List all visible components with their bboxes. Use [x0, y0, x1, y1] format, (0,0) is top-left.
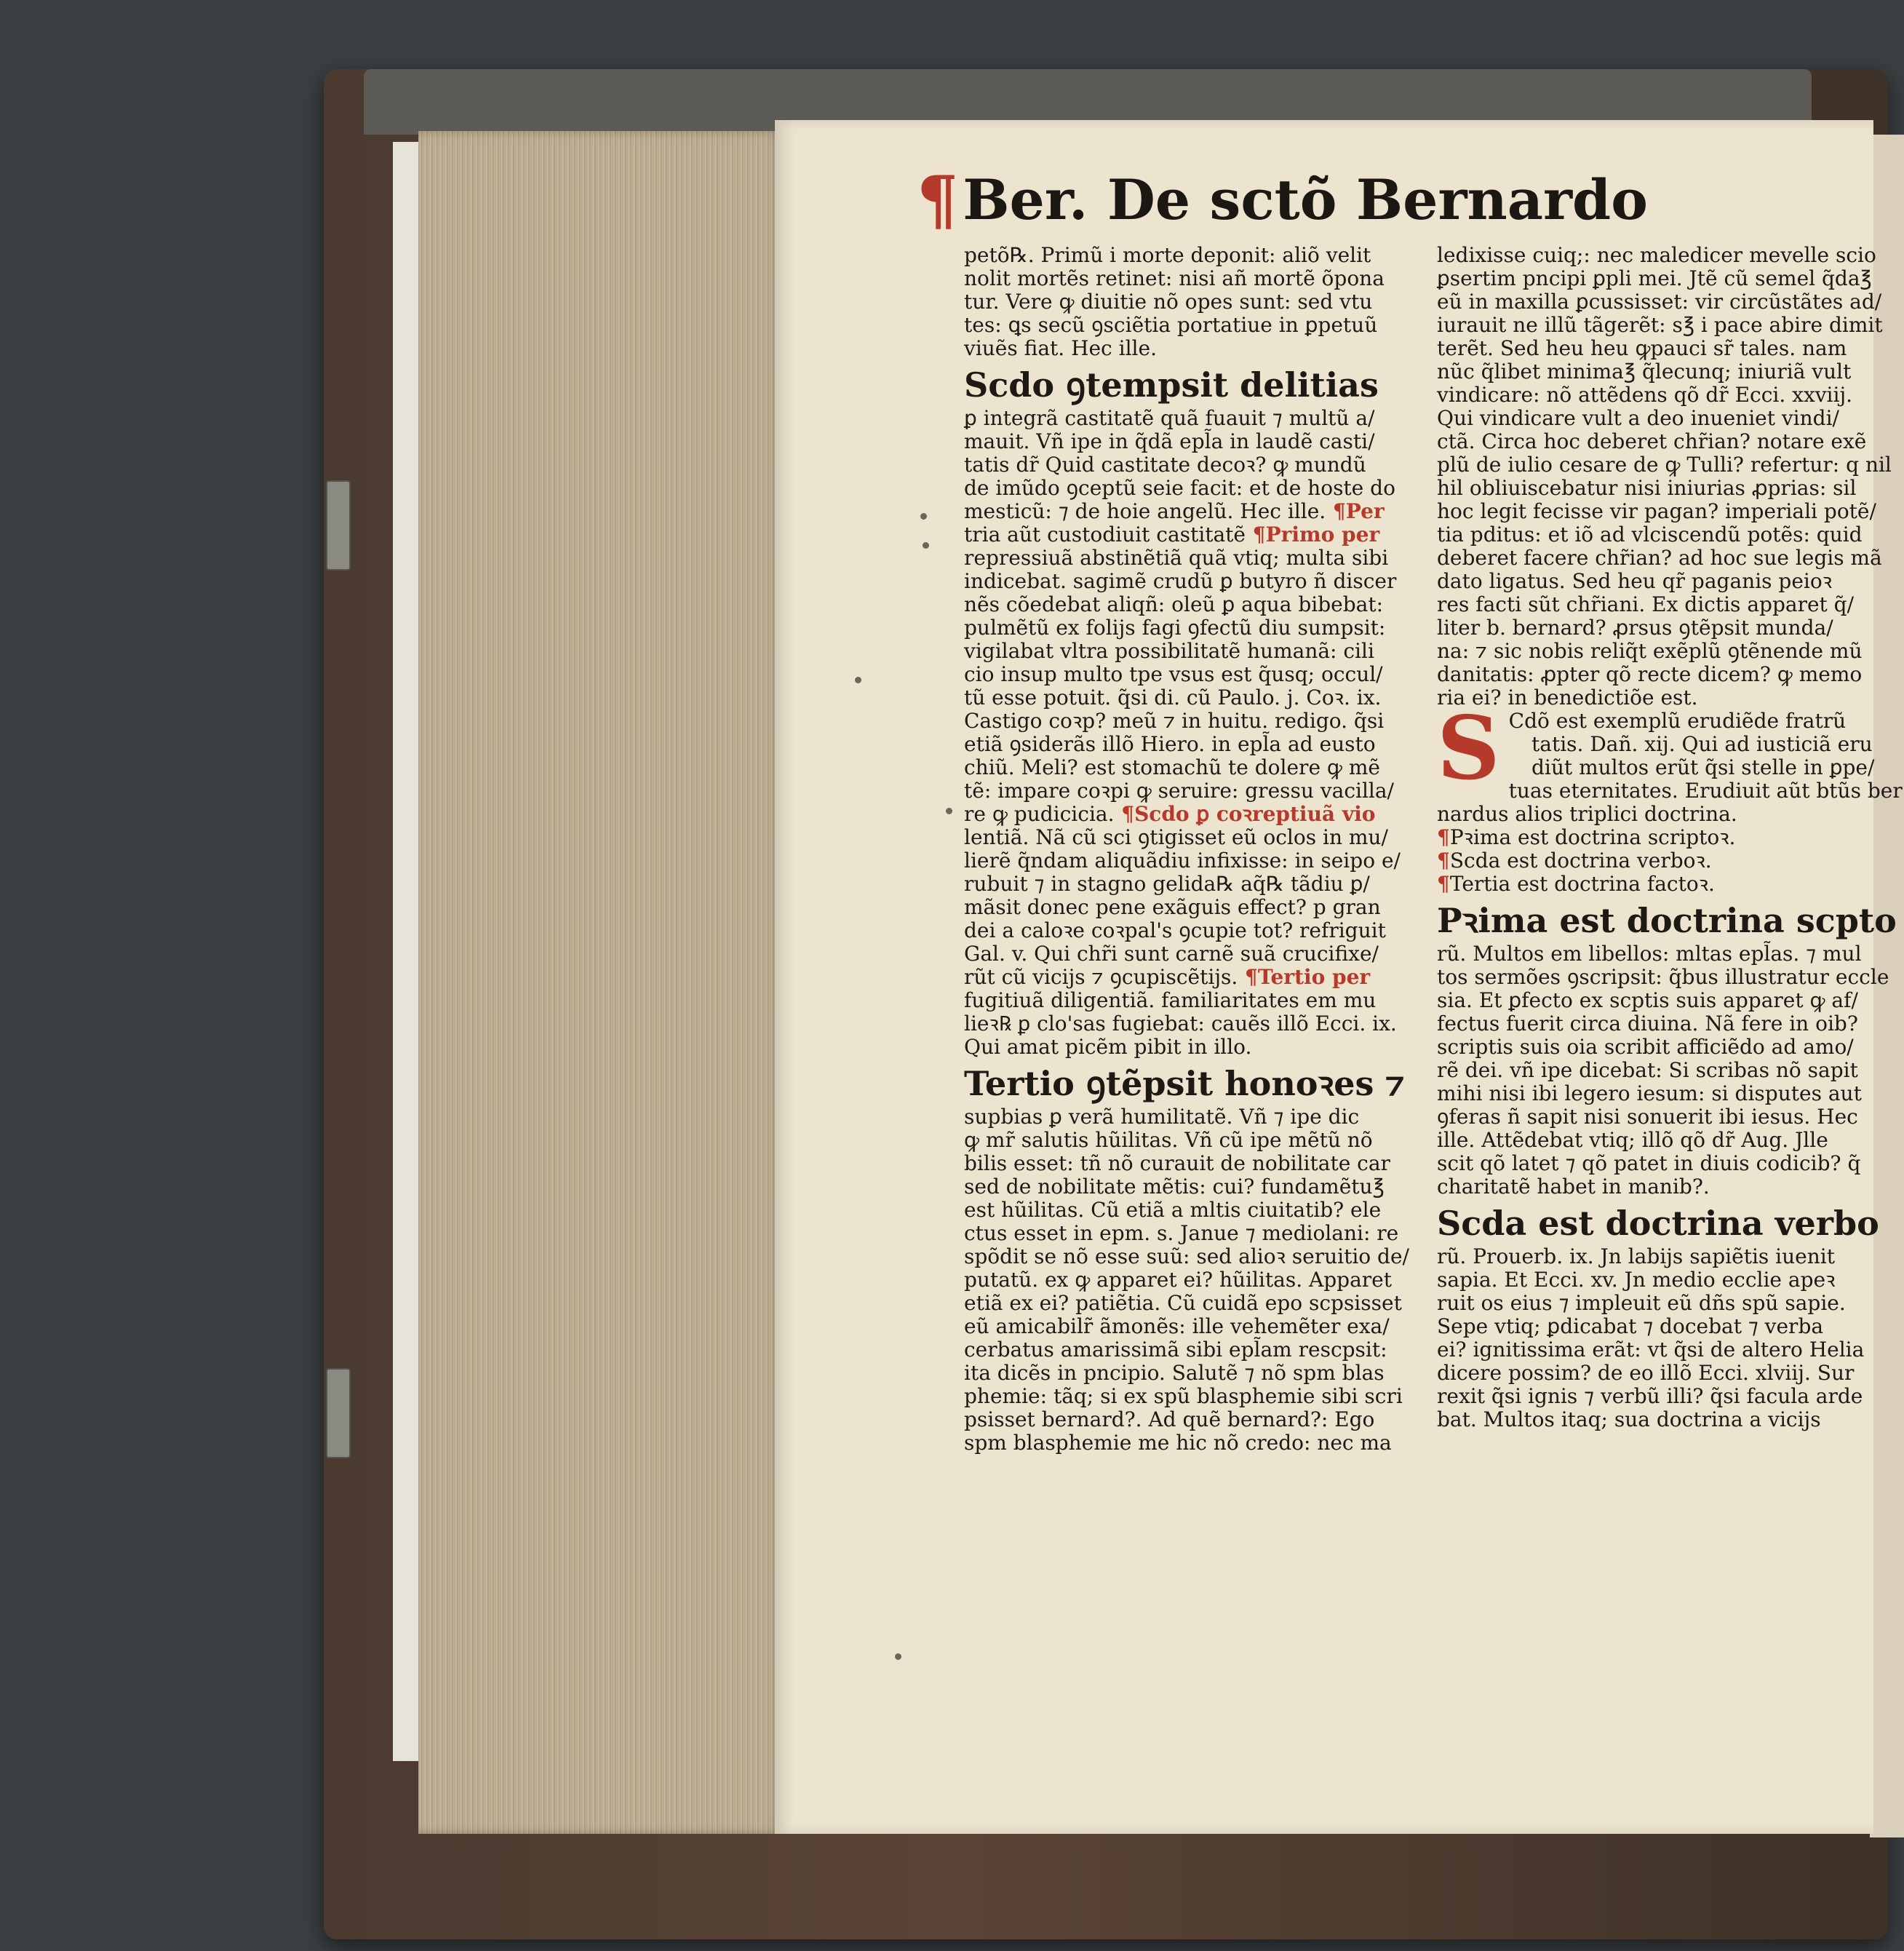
- text-line: [1437, 1012, 1858, 1036]
- text-line: [964, 570, 1430, 593]
- line-text: est hũilitas. Cũ etiã a mltis ciuitatib? ele: [964, 1198, 1382, 1222]
- text-line: [1437, 662, 1863, 686]
- text-line: [1437, 360, 1852, 384]
- text-line: [964, 733, 1430, 756]
- text-line: [964, 1105, 1430, 1129]
- line-text: fectus fuerit circa diuina. Nã fere in oib?: [1437, 1012, 1858, 1036]
- text-line: [964, 453, 1430, 477]
- text-line: [1437, 1151, 1861, 1175]
- text-line: [1437, 1268, 1852, 1292]
- line-text: rũ. Multos em libellos: mltas epl̃as. ⁊ mul: [1437, 942, 1862, 966]
- text-line: [1437, 1361, 1855, 1385]
- clasp-icon: [326, 1368, 351, 1458]
- text-line: [1437, 313, 1883, 337]
- text-line: [1437, 407, 1852, 430]
- line-text: tatis. Dañ. xij. Qui ad iusticiã eru: [1531, 732, 1873, 756]
- text-line: [1437, 522, 1863, 547]
- text-line: [1437, 1081, 1862, 1105]
- line-text: Qui vindicare vult a deo inueniet vindi/: [1437, 406, 1839, 430]
- text-line: [1437, 1384, 1863, 1408]
- line-text: nardus alios triplici doctrina.: [1437, 802, 1737, 826]
- running-head-text: Ber. De sctõ Bernardo: [963, 167, 1648, 232]
- text-line: [964, 826, 1430, 849]
- line-text: Qui amat picẽm pibit in illo.: [964, 1035, 1252, 1059]
- text-line: [964, 314, 1430, 337]
- text-line: [964, 1129, 1430, 1152]
- line-text: tũ esse potuit. q̃si di. cũ Paulo. j. Coꝛ. ix.: [964, 686, 1382, 710]
- line-text: danitatis: ꝓpter qõ recte dicem? ꝙ memo: [1437, 662, 1863, 686]
- text-line: [964, 1338, 1430, 1362]
- pilcrow-icon: ¶: [1437, 825, 1450, 849]
- line-text: vigilabat vltra possibilitatẽ humanã: cili: [964, 639, 1374, 663]
- line-text: tia pditus: et iõ ad vlciscendũ potẽs: quid: [1437, 522, 1863, 547]
- text-line: [964, 407, 1430, 430]
- line-text: Pꝛima est doctrina scpto: [1437, 901, 1897, 940]
- section-heading: [964, 363, 1430, 407]
- line-text: Gal. v. Qui chr̃i sunt carnẽ suã crucifixe/: [964, 942, 1379, 966]
- line-text: spõdit se nõ esse suũ: sed alioꝛ seruitio de/: [964, 1244, 1409, 1268]
- line-text: petõ℞. Primũ i morte deponit: aliõ velit: [964, 243, 1371, 267]
- line-text: fugitiuã diligentiã. familiaritates em mu: [964, 988, 1377, 1012]
- text-line: [1437, 616, 1852, 640]
- text-line: [1437, 1129, 1852, 1152]
- text-line: [964, 477, 1430, 500]
- line-text: chiũ. Meli? est stomachũ te dolere ꝙ mẽ: [964, 755, 1380, 779]
- line-text: dicere possim? de eo illõ Ecci. xlviij. Sur: [1437, 1361, 1855, 1385]
- text-line: [1437, 1175, 1852, 1199]
- line-text: etiã ꝯsiderãs illõ Hiero. in epl̃a ad eusto: [964, 732, 1376, 756]
- text-line: [1437, 942, 1862, 966]
- line-text: ꝙ mr̃ salutis hũilitas. Vñ cũ ipe mẽtũ nõ: [964, 1128, 1373, 1152]
- line-text: Scda est doctrina verbo: [1437, 1204, 1879, 1243]
- line-text: bat. Multos itaq; sua doctrina a vicijs: [1437, 1407, 1821, 1431]
- line-text: diũt multos erũt q̃si stelle in ꝑpe/: [1531, 755, 1875, 779]
- line-text: tatis dr̃ Quid castitate decoꝛ? ꝙ mundũ: [964, 453, 1366, 477]
- text-line: [1437, 686, 1852, 710]
- line-text: phemie: tãq; si ex spũ blasphemie sibi scri: [964, 1384, 1403, 1408]
- line-text: vindicare: nõ attẽdens qõ dr̃ Ecci. xxviij.: [1437, 383, 1853, 407]
- line-text: rubuit ⁊ in stagno gelida℞ aq̃℞ tãdiu ꝑ/: [964, 872, 1370, 896]
- text-line: [964, 500, 1430, 523]
- text-line: [964, 1268, 1430, 1292]
- line-text: mihi nisi ibi legero iesum: si disputes aut: [1437, 1081, 1862, 1105]
- line-text: sed de nobilitate mẽtis: cui? fundamẽtu℥: [964, 1175, 1385, 1199]
- text-line: [1437, 266, 1872, 290]
- text-line: [964, 640, 1430, 663]
- line-text: ꝑ integrã castitatẽ quã fuauit ⁊ multũ a/: [964, 406, 1375, 430]
- line-text: ctã. Circa hoc deberet chr̃ian? notare exẽ: [1437, 429, 1867, 453]
- line-text: ꝯferas ñ sapit nisi sonuerit ibi iesus. Hec: [1437, 1105, 1858, 1129]
- line-text: hil obliuiscebatur nisi iniurias ꝓprias: sil: [1437, 476, 1857, 500]
- text-line: [964, 244, 1430, 267]
- line-text: rẽ dei. vñ ipe dicebat: Si scribas nõ sapit: [1437, 1058, 1858, 1082]
- text-line: [964, 1245, 1430, 1268]
- text-line: [964, 779, 1430, 803]
- text-line: [1437, 873, 1852, 896]
- line-text: ille. Attẽdebat vtiq; illõ qõ dr̃ Aug. Jlle: [1437, 1128, 1828, 1152]
- text-line: [964, 1362, 1430, 1385]
- line-text: dato ligatus. Sed heu qr̃ paganis peioꝛ: [1437, 569, 1833, 593]
- text-line: [964, 919, 1430, 942]
- page-block-fore-edge: [418, 131, 782, 1834]
- right-text-column: [1437, 243, 1903, 1431]
- line-text: spm blasphemie me hic nõ credo: nec ma: [964, 1431, 1392, 1455]
- line-text: Scda est doctrina verboꝛ.: [1449, 849, 1712, 873]
- section-heading: [1437, 1201, 1879, 1245]
- text-line: [1437, 384, 1852, 407]
- text-line: [1437, 476, 1857, 500]
- line-text: lierẽ q̃ndam aliquãdiu infixisse: in seipo e/: [964, 849, 1401, 873]
- text-line: [1437, 826, 1852, 849]
- line-text: cerbatus amarissimã sibi epl̃am rescpsit:: [964, 1338, 1387, 1362]
- text-line: [1437, 1315, 1852, 1338]
- line-text: de imũdo ꝯceptũ seie facit: et de hoste do: [964, 476, 1395, 500]
- text-line: [964, 1222, 1430, 1245]
- line-text: sapia. Et Ecci. xv. Jn medio ecclie apeꝛ: [1437, 1268, 1836, 1292]
- wormhole-mark: [920, 513, 927, 520]
- line-text: lieꝛ℞ ꝑ clo'sas fugiebat: cauẽs illõ Ecci. ix.: [964, 1012, 1397, 1036]
- text-line: [1437, 639, 1863, 663]
- section-heading: [964, 1062, 1430, 1105]
- text-line: [964, 989, 1430, 1012]
- text-line: [1437, 429, 1867, 453]
- line-text: nẽs cõedebat aliqñ: oleũ ꝑ aqua bibebat:: [964, 592, 1384, 616]
- wormhole-mark: [895, 1653, 901, 1660]
- line-text: cio insup multo tpe vsus est q̃usq; occul/: [964, 662, 1383, 686]
- rubric-text: ¶Per: [1326, 499, 1385, 523]
- text-line: [1437, 243, 1876, 267]
- line-text: lentiã. Nã cũ sci ꝯtigisset eũ oclos in mu/: [964, 825, 1388, 849]
- text-line: [1437, 965, 1889, 989]
- line-text: tur. Vere ꝙ diuitie nõ opes sunt: sed vtu: [964, 290, 1373, 314]
- text-line: [964, 663, 1430, 686]
- line-text: scit qõ latet ⁊ qõ patet in diuis codicib? q̃: [1437, 1151, 1861, 1175]
- text-line: [1437, 337, 1852, 360]
- line-text: deberet facere chr̃ian? ad hoc sue legis mã: [1437, 546, 1882, 570]
- text-line: [1437, 1338, 1865, 1362]
- text-line: [1437, 803, 1852, 826]
- line-text: terẽt. Sed heu heu ꝙpauci sr̃ tales. nam: [1437, 336, 1847, 360]
- red-initial-letter: S: [1437, 697, 1500, 800]
- rubric-text: ¶Primo per: [1246, 522, 1380, 547]
- text-line: [964, 966, 1430, 989]
- text-line: [1437, 1058, 1858, 1082]
- line-text: Sepe vtiq; ꝑdicabat ⁊ docebat ⁊ verba: [1437, 1314, 1824, 1338]
- line-text: tẽ: impare coꝛpi ꝙ seruire: gressu vacilla/: [964, 779, 1394, 803]
- text-line: [964, 337, 1430, 360]
- line-text: ledixisse cuiq;: nec maledicer mevelle scio: [1437, 243, 1876, 267]
- line-text: etiã ex ei? patiẽtia. Cũ cuidã epo scpsisset: [964, 1291, 1402, 1315]
- line-text: repressiuã abstinẽtiã quã vtiq; multa sibi: [964, 546, 1389, 570]
- text-line: [964, 1315, 1430, 1338]
- wormhole-mark: [923, 542, 929, 549]
- line-text: Cdõ est exemplũ erudiẽde fratrũ: [1508, 709, 1847, 733]
- text-line: [964, 1199, 1430, 1222]
- running-head: [917, 164, 1790, 237]
- pilcrow-icon: ¶: [917, 162, 959, 239]
- text-line: [964, 896, 1430, 919]
- text-line: [964, 430, 1430, 453]
- line-text: rũt cũ vicijs ⁊ ꝯcupiscẽtijs.: [964, 965, 1238, 989]
- line-text: Castigo coꝛp? meũ ⁊ in huitu. redigo. q̃si: [964, 709, 1385, 733]
- line-text: eũ in maxilla ꝑcussisset: vir circũstãtes ad/: [1437, 290, 1882, 314]
- text-line: [964, 593, 1430, 616]
- text-line: [1437, 988, 1858, 1012]
- text-line: [964, 616, 1430, 640]
- text-line: [964, 803, 1430, 826]
- line-text: indicebat. sagimẽ crudũ ꝑ butyro ñ discer: [964, 569, 1397, 593]
- text-line: [1437, 499, 1876, 523]
- text-line: [964, 686, 1430, 710]
- text-line: [964, 1175, 1430, 1199]
- text-line: [964, 1292, 1430, 1315]
- line-text: mesticũ: ⁊ de hoie angelũ. Hec ille.: [964, 499, 1326, 523]
- line-text: ꝑsertim pncipi ꝑpli mei. Jtẽ cũ semel q̃da℥: [1437, 266, 1872, 290]
- text-line: [964, 1152, 1430, 1175]
- text-line: [1437, 570, 1852, 593]
- line-text: ei? ignitissima erãt: vt q̃si de altero Helia: [1437, 1338, 1865, 1362]
- text-line: [964, 1012, 1430, 1036]
- text-line: [1437, 290, 1882, 314]
- line-text: supbias ꝑ verã humilitatẽ. Vñ ⁊ ipe dic: [964, 1105, 1360, 1129]
- line-text: pulmẽtũ ex folijs fagi ꝯfectũ diu sumpsit:: [964, 616, 1386, 640]
- text-line: [1437, 849, 1852, 873]
- line-text: liter b. bernard? ꝓrsus ꝯtẽpsit munda/: [1437, 616, 1833, 640]
- pilcrow-icon: ¶: [1437, 872, 1450, 896]
- text-line: [1437, 1105, 1858, 1129]
- line-text: ria ei? in benedictiõe est.: [1437, 686, 1698, 710]
- text-line: [964, 756, 1430, 779]
- text-line: [964, 1036, 1430, 1059]
- line-text: na: ⁊ sic nobis reliq̃t exẽplũ ꝯtẽnende mũ: [1437, 639, 1863, 663]
- text-line: [1437, 453, 1892, 477]
- text-line: [1437, 1245, 1852, 1268]
- line-text: nolit mortẽs retinet: nisi añ mortẽ õpona: [964, 266, 1385, 290]
- line-text: Scdo ꝯtempsit delitias: [964, 365, 1379, 405]
- line-text: Tertia est doctrina factoꝛ.: [1449, 872, 1715, 896]
- wormhole-mark: [855, 677, 861, 683]
- left-text-column: [964, 244, 1430, 1455]
- text-line: [964, 267, 1430, 290]
- clasp-icon: [326, 480, 351, 571]
- line-text: rũ. Prouerb. ix. Jn labijs sapiẽtis iuenit: [1437, 1244, 1835, 1268]
- text-line: [1437, 1292, 1852, 1315]
- line-text: rexit q̃si ignis ⁊ verbũ illi? q̃si facula arde: [1437, 1384, 1863, 1408]
- text-line: [964, 547, 1430, 570]
- section-heading: [1437, 899, 1897, 942]
- line-text: ruit os eius ⁊ impleuit eũ dñs spũ sapie.: [1437, 1291, 1846, 1315]
- text-line: [1437, 546, 1882, 570]
- line-text: tes: ꝗs secũ ꝯsciẽtia portatiue in ꝑpetuũ: [964, 313, 1378, 337]
- line-text: mãsit donec pene exãguis effect? p gran: [964, 895, 1381, 919]
- text-line: [964, 290, 1430, 314]
- line-text: ita dicẽs in pncipio. Salutẽ ⁊ nõ spm blas: [964, 1361, 1385, 1385]
- line-text: iurauit ne illũ tãgerẽt: s℥ i pace abire dimit: [1437, 313, 1883, 337]
- line-text: tria aũt custodiuit castitatẽ: [964, 522, 1246, 547]
- text-line: [964, 1408, 1430, 1431]
- text-line: [1437, 1036, 1852, 1059]
- line-text: tos sermões ꝯscripsit: q̃bus illustratur eccle: [1437, 965, 1889, 989]
- wormhole-mark: [946, 808, 952, 814]
- line-text: res facti sũt chr̃iani. Ex dictis apparet q̃/: [1437, 592, 1855, 616]
- line-text: tuas eternitates. Erudiuit aũt btũs ber: [1508, 779, 1903, 803]
- text-line: [964, 1431, 1430, 1455]
- line-text: viuẽs fiat. Hec ille.: [964, 336, 1157, 360]
- line-text: plũ de iulio cesare de ꝙ Tulli? refertur: q nil: [1437, 453, 1892, 477]
- line-text: nũc q̃libet minima℥ q̃lecunq; iniuriã vult: [1437, 359, 1852, 384]
- text-line: [964, 849, 1430, 873]
- line-text: ctus esset in epm. s. Janue ⁊ mediolani: re: [964, 1221, 1399, 1245]
- line-text: Pꝛima est doctrina scriptoꝛ.: [1449, 825, 1736, 849]
- text-line: [964, 523, 1430, 547]
- line-text: dei a caloꝛe coꝛpal's ꝯcupie tot? refriguit: [964, 918, 1386, 942]
- pilcrow-icon: ¶: [1437, 849, 1450, 873]
- line-text: sia. Et ꝑfecto ex scptis suis apparet ꝙ af/: [1437, 988, 1858, 1012]
- line-text: putatũ. ex ꝙ apparet ei? hũilitas. Apparet: [964, 1268, 1392, 1292]
- text-line: [964, 710, 1430, 733]
- line-text: Tertio ꝯtẽpsit honoꝛes ⁊: [964, 1064, 1405, 1103]
- line-text: eũ amicabilr̃ ãmonẽs: ille vehemẽter exa/: [964, 1314, 1390, 1338]
- text-line: [1437, 592, 1855, 616]
- line-text: hoc legit fecisse vir pagan? imperiali potẽ/: [1437, 499, 1876, 523]
- text-line: [1437, 1408, 1852, 1431]
- text-line: [964, 942, 1430, 966]
- line-text: psisset bernard?. Ad quẽ bernard?: Ego: [964, 1407, 1375, 1431]
- text-line: [964, 873, 1430, 896]
- line-text: re ꝙ pudicicia.: [964, 802, 1115, 826]
- line-text: bilis esset: tñ nõ curauit de nobilitate car: [964, 1151, 1390, 1175]
- text-line: [964, 1385, 1430, 1408]
- line-text: mauit. Vñ ipe in q̃dã epl̃a in laudẽ casti/: [964, 429, 1375, 453]
- line-text: scriptis suis oia scribit afficiẽdo ad amo/: [1437, 1035, 1854, 1059]
- rubric-text: ¶Tertio per: [1238, 965, 1371, 989]
- rubric-text: ¶Scdo ꝑ coꝛreptiuã vio: [1114, 802, 1376, 826]
- line-text: charitatẽ habet in manib?.: [1437, 1175, 1710, 1199]
